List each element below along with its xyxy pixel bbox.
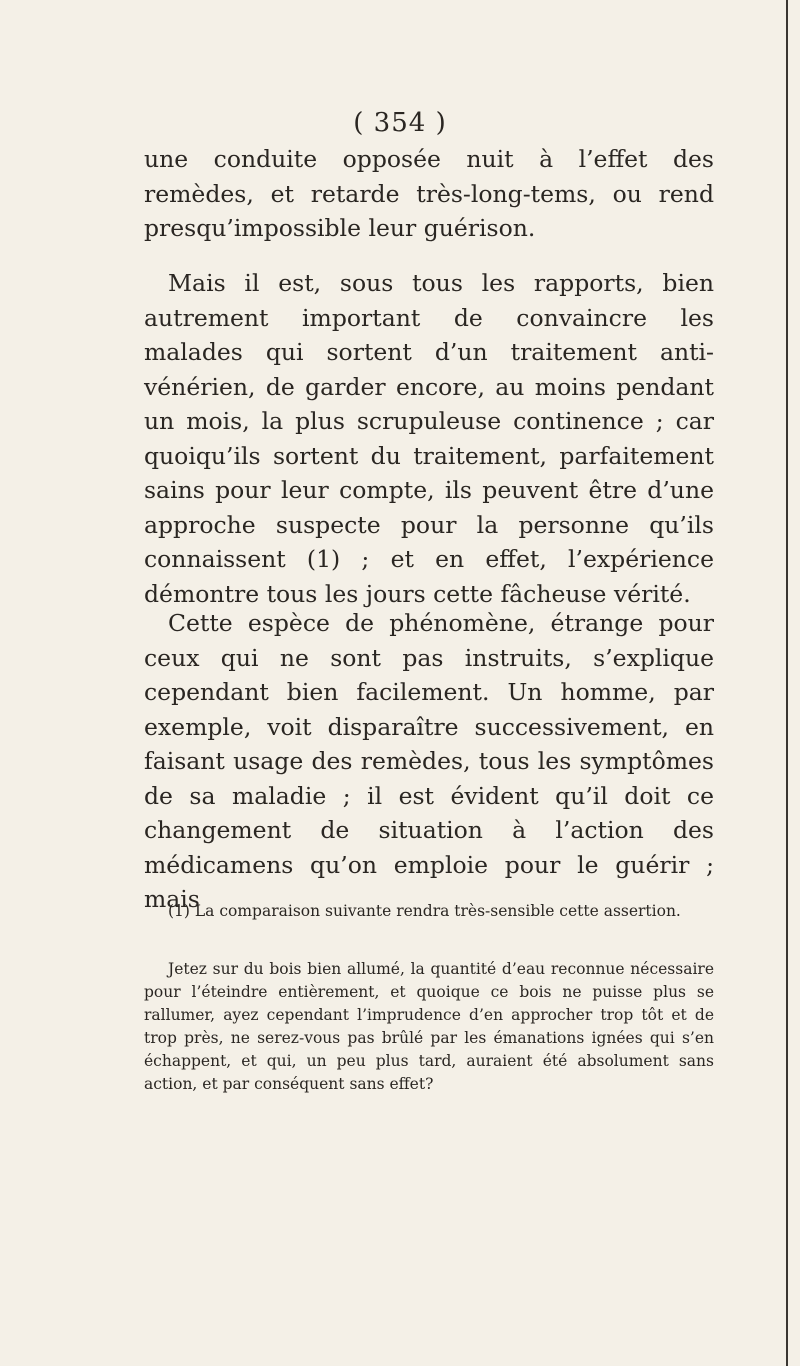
paragraph-1 (144, 142, 714, 246)
paragraph-2 (144, 266, 714, 611)
footnote-text: (1) La comparaison suivante rendra très-sensible cette assertion. (168, 902, 681, 920)
footnote-1 (144, 900, 714, 923)
paragraph-text: Mais il est, sous tous les rapports, bien autrement important de convaincre les malades qui sortent d’un traitement anti-vénérien, de garder encore, au moins pendant un mois, la plus scrupuleuse continence ; car quoiqu’ils sortent du traitement, parfaitement sains pour leur compte, ils peuvent être d’une approche suspecte pour la personne qu’ils connaissent (1) ; et en effet, l’expérience démontre tous les jours cette fâcheuse vérité. (144, 269, 714, 608)
paragraph-text: Cette espèce de phénomène, étrange pour ceux qui ne sont pas instruits, s’explique cependant bien facilement. Un homme, par exemple, voit disparaître successivement, en faisant usage des remèdes, tous les symptômes de sa maladie ; il est évident qu’il doit ce changement de situation à l’action des médicamens qu’on emploie pour le guérir ; mais (144, 609, 714, 913)
footnote-text: Jetez sur du bois bien allumé, la quantité d’eau reconnue nécessaire pour l’éteindre entièrement, et quoique ce bois ne puisse plus se rallumer, ayez cependant l’imprudence d’en approcher trop tôt et de trop près, ne serez-vous pas brûlé par les émanations ignées qui s’en échappent, et qui, un peu plus tard, auraient été absolument sans action, et par conséquent sans effet? (144, 960, 714, 1093)
paragraph-3 (144, 606, 714, 917)
paragraph-text: une conduite opposée nuit à l’effet des remèdes, et retarde très-long-tems, ou rend presqu’impossible leur guérison. (144, 145, 714, 242)
footnote-2 (144, 958, 714, 1096)
page-number: ( 354 ) (353, 108, 447, 138)
page-edge-line (786, 0, 788, 1366)
